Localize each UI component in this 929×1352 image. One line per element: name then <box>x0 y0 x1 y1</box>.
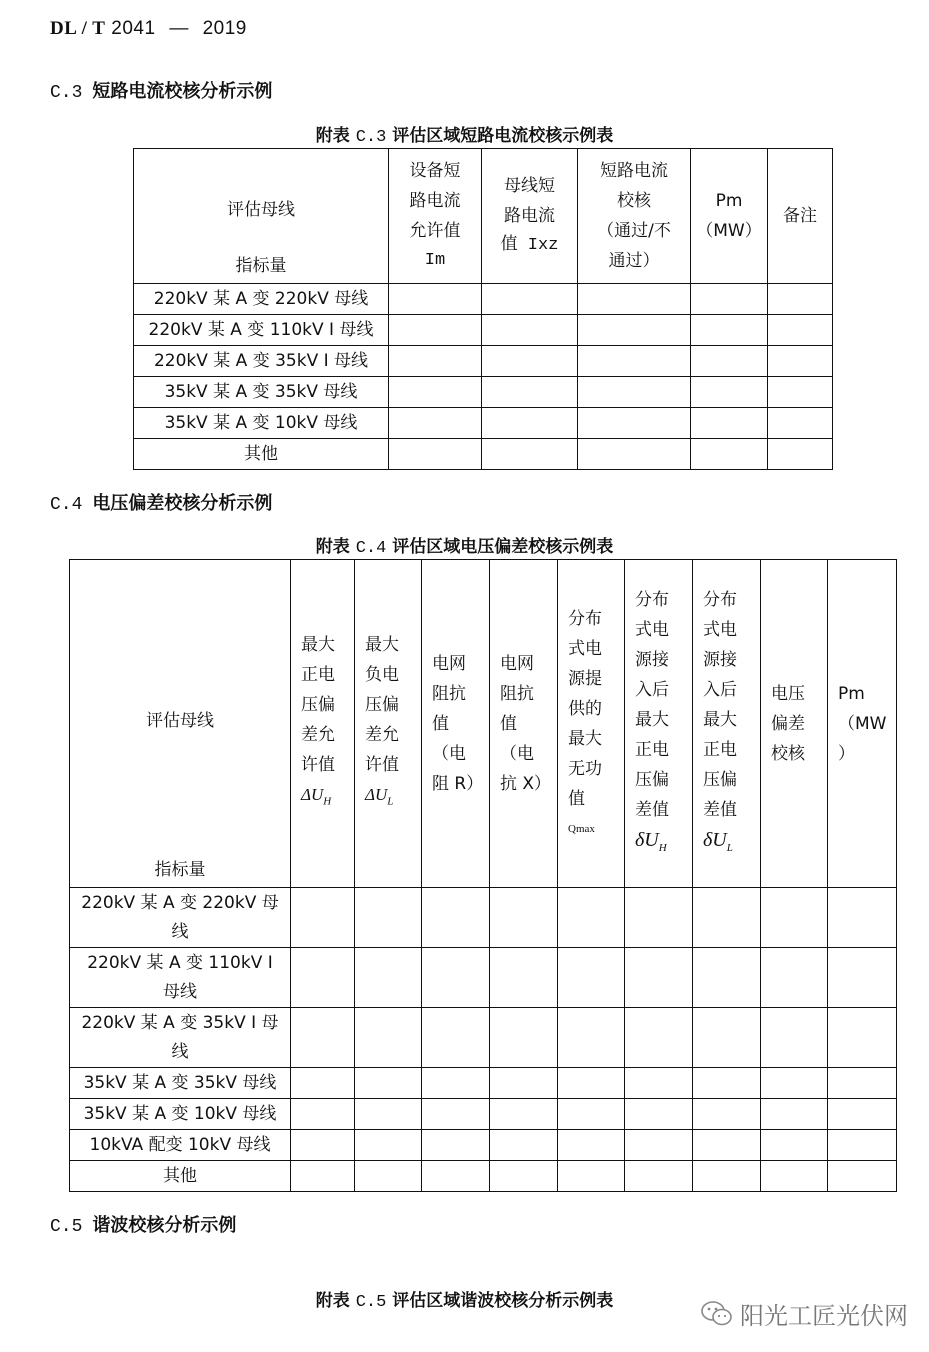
empty-cell <box>693 1130 761 1161</box>
col-header <box>691 149 768 284</box>
empty-cell <box>422 1068 490 1099</box>
empty-cell <box>355 1130 422 1161</box>
empty-cell <box>625 1099 693 1130</box>
diagonal-header-cell <box>70 560 291 888</box>
table-row <box>70 948 897 1008</box>
header-line: 允许值 <box>409 221 461 241</box>
wechat-icon <box>700 1299 734 1329</box>
col-header <box>389 149 482 284</box>
table-row <box>70 1161 897 1192</box>
header-line: 最大 <box>365 635 399 656</box>
header-line: 抗 X） <box>500 773 552 794</box>
header-line: 阻 R） <box>432 773 484 794</box>
empty-cell <box>355 948 422 1008</box>
empty-cell <box>768 346 833 377</box>
empty-cell <box>578 346 691 377</box>
empty-cell <box>625 888 693 948</box>
empty-cell <box>578 284 691 315</box>
row-label: 220kV 某 A 变 35kV I 母 线 <box>70 1008 291 1068</box>
header-line: 电网 <box>432 653 466 674</box>
empty-cell <box>761 888 828 948</box>
header-line: 入后 <box>635 679 669 700</box>
empty-cell <box>482 439 578 470</box>
empty-cell <box>355 888 422 948</box>
header-line: 源接 <box>703 649 737 670</box>
standard-prefix: DL / T <box>50 18 106 39</box>
empty-cell <box>355 1161 422 1192</box>
col-header <box>422 560 490 888</box>
empty-cell <box>291 948 355 1008</box>
col-header <box>291 560 355 888</box>
header-line: 备注 <box>783 206 817 226</box>
table-caption-c4: 附表 C.4 评估区域电压偏差校核示例表 <box>315 537 614 558</box>
header-line: 分布 <box>568 608 602 629</box>
table-caption-c3: 附表 C.3 评估区域短路电流校核示例表 <box>315 126 614 147</box>
header-line: 路电流 <box>409 191 461 211</box>
empty-cell <box>828 1130 897 1161</box>
col-header <box>625 560 693 888</box>
empty-cell <box>828 1161 897 1192</box>
header-line: （MW） <box>696 221 762 241</box>
empty-cell <box>422 1099 490 1130</box>
header-line: 源接 <box>635 649 669 670</box>
table-c3-short-circuit <box>133 148 833 470</box>
header-line: 设备短 <box>409 161 461 181</box>
empty-cell <box>422 1130 490 1161</box>
empty-cell <box>389 377 482 408</box>
header-line: 压偏 <box>703 769 737 790</box>
empty-cell <box>761 1008 828 1068</box>
row-label: 220kV 某 A 变 35kV I 母线 <box>134 346 389 377</box>
empty-cell <box>482 284 578 315</box>
header-line: 最大 <box>301 635 335 656</box>
row-label: 35kV 某 A 变 10kV 母线 <box>134 408 389 439</box>
header-line: 偏差 <box>771 713 805 734</box>
row-label: 35kV 某 A 变 10kV 母线 <box>70 1099 291 1130</box>
empty-cell <box>691 377 768 408</box>
empty-cell <box>693 1008 761 1068</box>
header-line: 阻抗 <box>432 683 466 704</box>
section-heading-c3: C.3 短路电流校核分析示例 <box>50 81 273 103</box>
empty-cell <box>761 1161 828 1192</box>
empty-cell <box>482 377 578 408</box>
empty-cell <box>490 1161 558 1192</box>
header-line: 式电 <box>568 638 602 659</box>
empty-cell <box>490 1008 558 1068</box>
col-header <box>482 149 578 284</box>
header-line: 式电 <box>635 619 669 640</box>
row-label: 35kV 某 A 变 35kV 母线 <box>134 377 389 408</box>
col-header <box>693 560 761 888</box>
empty-cell <box>691 284 768 315</box>
header-line: 最大 <box>568 728 602 749</box>
empty-cell <box>291 1161 355 1192</box>
empty-cell <box>691 439 768 470</box>
col-header <box>761 560 828 888</box>
empty-cell <box>558 1008 625 1068</box>
empty-cell <box>389 284 482 315</box>
empty-cell <box>291 1099 355 1130</box>
col-header <box>828 560 897 888</box>
row-label: 10kVA 配变 10kV 母线 <box>70 1130 291 1161</box>
header-line: 校核 <box>617 191 651 211</box>
header-line: 源提 <box>568 668 602 689</box>
table-row <box>134 439 833 470</box>
empty-cell <box>558 1161 625 1192</box>
empty-cell <box>578 377 691 408</box>
header-line: 负电 <box>365 665 399 686</box>
empty-cell <box>828 888 897 948</box>
header-line: 差值 <box>703 799 737 820</box>
row-label: 其他 <box>134 439 389 470</box>
empty-cell <box>558 1099 625 1130</box>
empty-cell <box>761 1099 828 1130</box>
math-symbol: $\Delta U_L$ <box>365 785 394 808</box>
col-header <box>768 149 833 284</box>
empty-cell <box>422 1008 490 1068</box>
col-header <box>558 560 625 888</box>
empty-cell <box>490 1099 558 1130</box>
empty-cell <box>355 1068 422 1099</box>
empty-cell <box>355 1008 422 1068</box>
empty-cell <box>625 1161 693 1192</box>
header-line: 最大 <box>703 709 737 730</box>
empty-cell <box>828 1068 897 1099</box>
header-line: 压偏 <box>301 695 335 716</box>
header-evaluate-bus: 评估母线 <box>227 200 295 220</box>
header-line: Im <box>424 251 446 270</box>
empty-cell <box>693 948 761 1008</box>
header-line: 压偏 <box>635 769 669 790</box>
header-line: 校核 <box>771 743 805 764</box>
empty-cell <box>558 948 625 1008</box>
empty-cell <box>490 888 558 948</box>
empty-cell <box>482 315 578 346</box>
col-header <box>355 560 422 888</box>
header-line: 值 <box>568 788 585 809</box>
standard-year: 2019 <box>202 18 247 39</box>
empty-cell <box>389 315 482 346</box>
table-row <box>134 346 833 377</box>
table-row <box>70 1008 897 1068</box>
math-symbol: $\delta U_H$ <box>635 828 667 854</box>
header-line: 压偏 <box>365 695 399 716</box>
table-row <box>134 408 833 439</box>
header-line: 路电流 <box>504 206 555 226</box>
empty-cell <box>625 1130 693 1161</box>
empty-cell <box>693 888 761 948</box>
header-indicator: 指标量 <box>154 860 206 880</box>
col-header <box>490 560 558 888</box>
empty-cell <box>693 1161 761 1192</box>
header-line: 无功 <box>568 758 602 779</box>
empty-cell <box>422 948 490 1008</box>
header-line: 母线短 <box>504 176 555 196</box>
empty-cell <box>768 315 833 346</box>
empty-cell <box>578 315 691 346</box>
table-row <box>70 1130 897 1161</box>
header-dash: — <box>169 18 189 39</box>
header-line: 电网 <box>500 653 534 674</box>
empty-cell <box>291 1068 355 1099</box>
table-row <box>134 284 833 315</box>
empty-cell <box>291 1130 355 1161</box>
row-label: 220kV 某 A 变 110kV I 母线 <box>70 948 291 1008</box>
table-row <box>70 1099 897 1130</box>
table-row <box>134 377 833 408</box>
header-line: 值 <box>500 713 517 734</box>
empty-cell <box>693 1068 761 1099</box>
header-line: 正电 <box>703 739 737 760</box>
empty-cell <box>389 408 482 439</box>
header-line: 正电 <box>301 665 335 686</box>
row-label: 35kV 某 A 变 35kV 母线 <box>70 1068 291 1099</box>
empty-cell <box>768 439 833 470</box>
empty-cell <box>768 408 833 439</box>
empty-cell <box>761 948 828 1008</box>
standard-number: 2041 <box>111 18 156 39</box>
header-line: 分布 <box>635 589 669 610</box>
empty-cell <box>389 346 482 377</box>
empty-cell <box>828 1099 897 1130</box>
empty-cell <box>490 948 558 1008</box>
header-line: （MW <box>838 713 887 734</box>
empty-cell <box>768 284 833 315</box>
table-row <box>70 1068 897 1099</box>
table-row <box>70 888 897 948</box>
header-line: （通过/不 <box>597 221 671 241</box>
empty-cell <box>482 408 578 439</box>
empty-cell <box>558 1130 625 1161</box>
header-line: ） <box>838 743 855 764</box>
header-line: 差值 <box>635 799 669 820</box>
header-line: 许值 <box>301 755 335 776</box>
empty-cell <box>389 439 482 470</box>
empty-cell <box>578 408 691 439</box>
header-line: 差允 <box>301 725 335 746</box>
header-line: 差允 <box>365 725 399 746</box>
section-heading-c4: C.4 电压偏差校核分析示例 <box>50 493 273 515</box>
empty-cell <box>761 1068 828 1099</box>
diagonal-header-cell <box>134 149 389 284</box>
header-line: 值 Ixz <box>500 236 559 255</box>
empty-cell <box>625 948 693 1008</box>
empty-cell <box>291 888 355 948</box>
empty-cell <box>691 346 768 377</box>
empty-cell <box>482 346 578 377</box>
row-label: 220kV 某 A 变 220kV 母 线 <box>70 888 291 948</box>
empty-cell <box>558 888 625 948</box>
header-line: 阻抗 <box>500 683 534 704</box>
empty-cell <box>490 1130 558 1161</box>
row-label: 其他 <box>70 1161 291 1192</box>
header-evaluate-bus: 评估母线 <box>146 711 214 731</box>
header-line: 供的 <box>568 698 602 719</box>
math-symbol: $\Delta U_H$ <box>301 785 332 808</box>
empty-cell <box>422 888 490 948</box>
empty-cell <box>828 1008 897 1068</box>
row-label: 220kV 某 A 变 110kV I 母线 <box>134 315 389 346</box>
empty-cell <box>558 1068 625 1099</box>
empty-cell <box>768 377 833 408</box>
empty-cell <box>691 315 768 346</box>
header-line: （电 <box>500 743 534 764</box>
empty-cell <box>625 1008 693 1068</box>
empty-cell <box>828 948 897 1008</box>
section-heading-c5: C.5 谐波校核分析示例 <box>50 1215 237 1237</box>
document-header <box>50 18 247 40</box>
empty-cell <box>422 1161 490 1192</box>
header-line: 正电 <box>635 739 669 760</box>
empty-cell <box>761 1130 828 1161</box>
table-caption-c5: 附表 C.5 评估区域谐波校核分析示例表 <box>315 1291 614 1312</box>
header-line: 分布 <box>703 589 737 610</box>
watermark <box>700 1296 908 1331</box>
header-line: 通过） <box>608 251 660 271</box>
header-line: Pm <box>838 683 865 704</box>
watermark-text: 阳光工匠光伏网 <box>740 1302 908 1330</box>
header-line: （电 <box>432 743 466 764</box>
header-line: 值 <box>432 713 449 734</box>
math-symbol: $\delta U_L$ <box>703 828 733 854</box>
empty-cell <box>693 1099 761 1130</box>
header-line: 电压 <box>771 683 805 704</box>
empty-cell <box>291 1008 355 1068</box>
header-line: 最大 <box>635 709 669 730</box>
q-max-label: Qmax <box>568 822 595 835</box>
col-header <box>578 149 691 284</box>
table-row <box>134 315 833 346</box>
header-line: 许值 <box>365 755 399 776</box>
header-line: 入后 <box>703 679 737 700</box>
empty-cell <box>691 408 768 439</box>
row-label: 220kV 某 A 变 220kV 母线 <box>134 284 389 315</box>
empty-cell <box>578 439 691 470</box>
empty-cell <box>625 1068 693 1099</box>
empty-cell <box>490 1068 558 1099</box>
header-indicator: 指标量 <box>235 256 287 276</box>
header-line: 式电 <box>703 619 737 640</box>
table-c4-voltage-deviation <box>69 559 897 1192</box>
header-line: 短路电流 <box>600 161 668 181</box>
empty-cell <box>355 1099 422 1130</box>
header-line: Pm <box>715 191 743 211</box>
